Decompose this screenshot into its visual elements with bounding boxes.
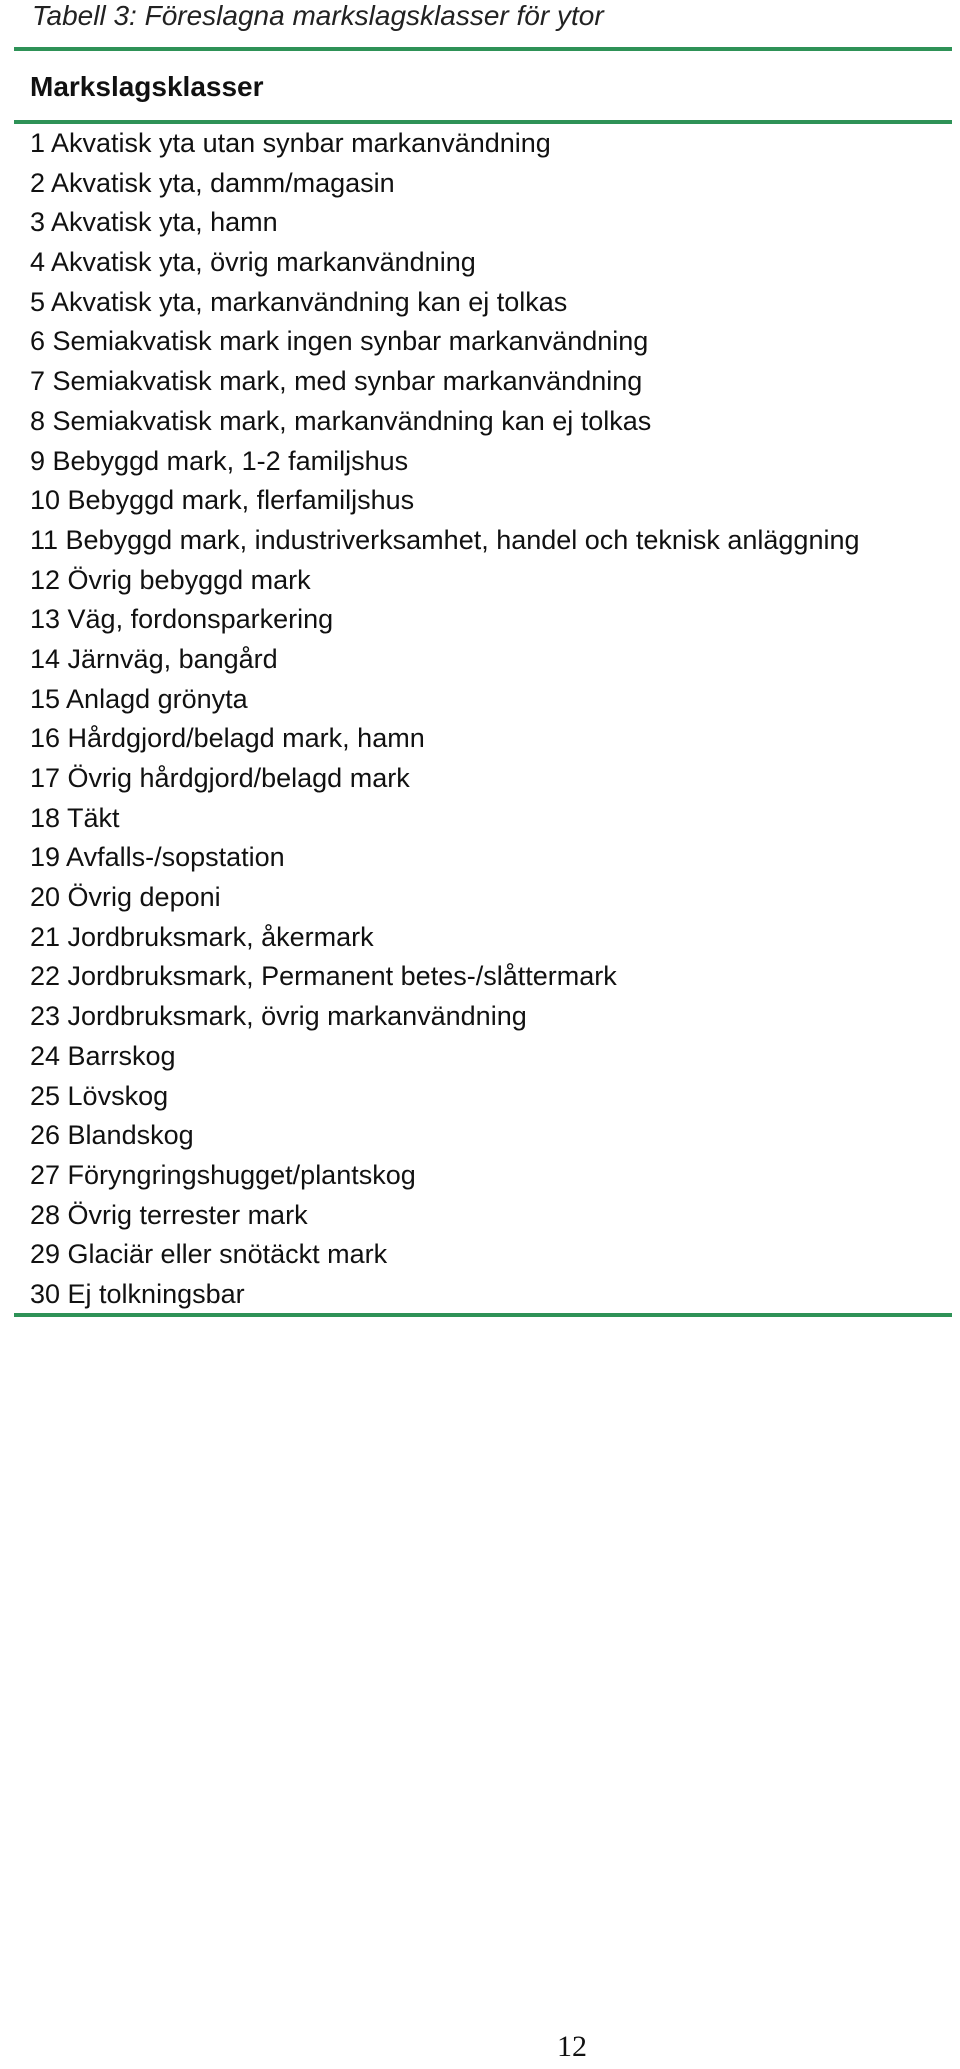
- table-row: 22 Jordbruksmark, Permanent betes-/slåttermark: [30, 961, 617, 992]
- table-row: 16 Hårdgjord/belagd mark, hamn: [30, 723, 425, 754]
- table-row: 1 Akvatisk yta utan synbar markanvändning: [30, 128, 551, 158]
- table-row: 18 Täkt: [30, 802, 120, 833]
- table-row: 3 Akvatisk yta, hamn: [30, 207, 278, 238]
- table-row: 28 Övrig terrester mark: [30, 1199, 308, 1230]
- table-row: 17 Övrig hårdgjord/belagd mark: [30, 763, 410, 793]
- table-row: 27 Föryngringshugget/plantskog: [30, 1159, 416, 1190]
- table-row: 8 Semiakvatisk mark, markanvändning kan ej tolkas: [30, 405, 652, 436]
- table-row: 9 Bebyggd mark, 1-2 familjshus: [30, 445, 409, 476]
- table-row: 14 Järnväg, bangård: [30, 643, 278, 674]
- table-row: 12 Övrig bebyggd mark: [30, 564, 311, 595]
- table-row: 25 Lövskog: [30, 1080, 169, 1111]
- table-row: 20 Övrig deponi: [30, 882, 221, 913]
- table-row: 21 Jordbruksmark, åkermark: [30, 921, 374, 952]
- table-bottom-rule: [14, 1313, 952, 1317]
- table-row: 19 Avfalls-/sopstation: [30, 842, 285, 873]
- table-row: 4 Akvatisk yta, övrig markanvändning: [30, 247, 476, 278]
- page-number: 12: [557, 2030, 587, 2063]
- table-row: 15 Anlagd grönyta: [30, 683, 248, 714]
- table-row: 29 Glaciär eller snötäckt mark: [30, 1239, 388, 1270]
- table-row: 11 Bebyggd mark, industriverksamhet, handel och teknisk anläggning: [30, 524, 860, 555]
- table-row: 2 Akvatisk yta, damm/magasin: [30, 167, 395, 198]
- table-row: 10 Bebyggd mark, flerfamiljshus: [30, 485, 415, 516]
- table-row: 24 Barrskog: [30, 1040, 176, 1071]
- table-caption: Tabell 3: Föreslagna markslagsklasser för ytor: [32, 0, 604, 31]
- table-top-rule: [14, 47, 952, 51]
- table-header: Markslagsklasser: [30, 71, 264, 102]
- table-row: 13 Väg, fordonsparkering: [30, 604, 334, 635]
- table-row: 6 Semiakvatisk mark ingen synbar markanvändning: [30, 326, 649, 357]
- table-row: 23 Jordbruksmark, övrig markanvändning: [30, 1001, 527, 1032]
- table-row: 26 Blandskog: [30, 1120, 194, 1151]
- table-row: 7 Semiakvatisk mark, med synbar markanvändning: [30, 366, 643, 397]
- land-class-list: [30, 124, 860, 1315]
- table-row: 30 Ej tolkningsbar: [30, 1278, 245, 1309]
- table-row: 5 Akvatisk yta, markanvändning kan ej tolkas: [30, 286, 568, 317]
